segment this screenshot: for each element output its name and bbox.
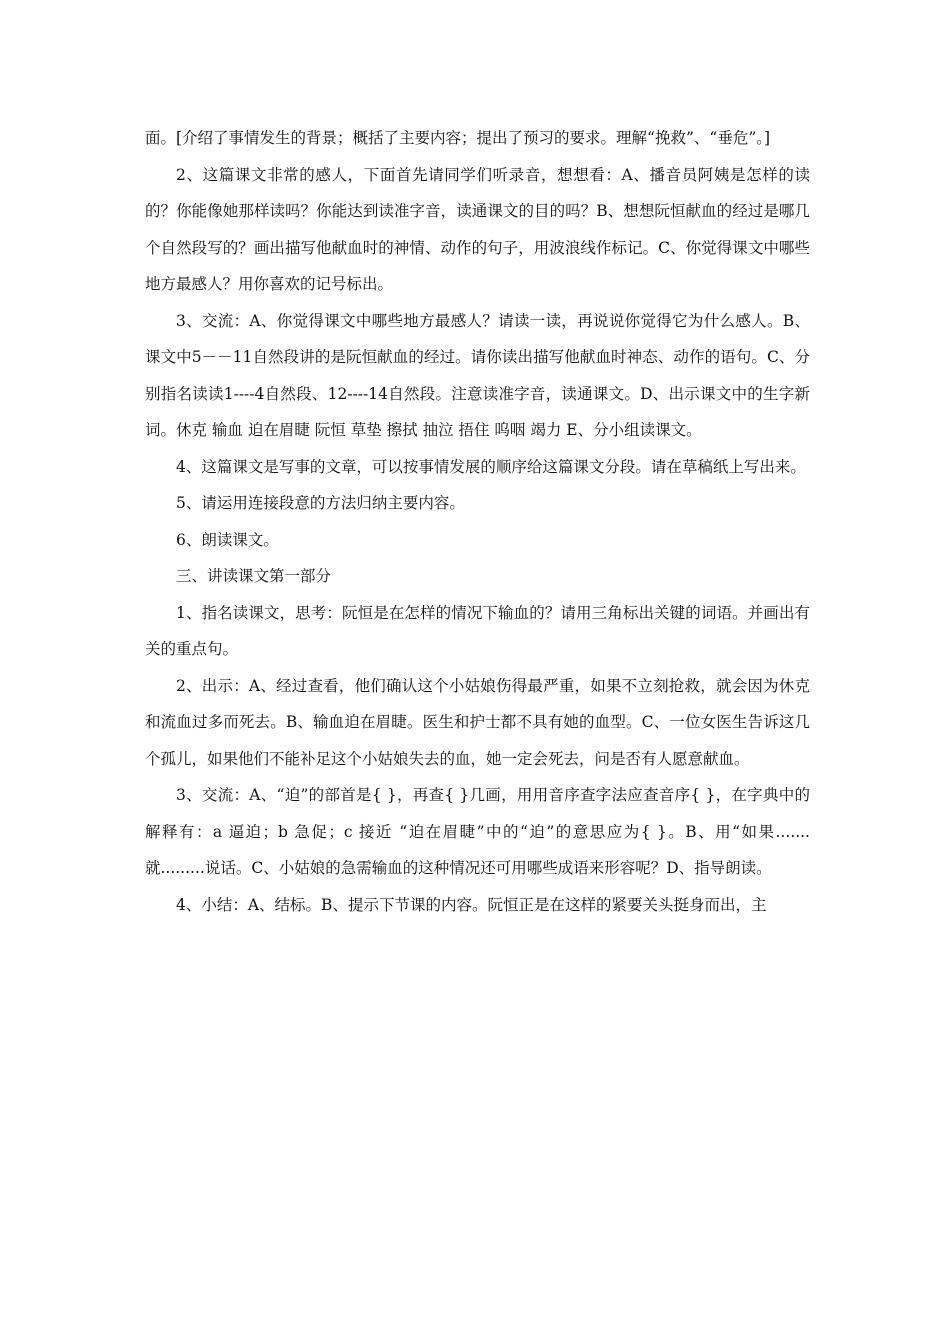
paragraph-step-6-read: 6、朗读课文。: [176, 530, 279, 549]
paragraph-step-5-summary: 5、请运用连接段意的方法归纳主要内容。: [176, 494, 465, 512]
paragraph-step-2-listen: 2、这篇课文非常的感人，下面首先请同学们听录音，想想看：A、播音员阿姨是怎样的读的？你能像她那样读吗？你能达到读准字音，读通课文的目的吗？B、想想阮恒献血的经过是哪几个自然段写的？画出描写他献血时的神情、动作的句子，用波浪线作标记。C、你觉得课文中哪些地方最感人？用你喜欢的记号标出。: [145, 165, 810, 293]
paragraph-step-4-sections: 4、这篇课文是写事的文章，可以按事情发展的顺序给这篇课文分段。请在草稿纸上写出来。: [176, 457, 806, 476]
paragraph-part1-step-3: 3、交流：A、“迫”的部首是{ }，再查{ }几画，用用音序查字法应查音序{ }，在字典中的解释有：a 逼迫；b 急促；c 接近 “迫在眉睫”中的“迫”的意思应为{ }。B、用“如果.......就.........说话。C、小姑娘的急需输血的这种情况还可用哪些成语来形容呢？D、指导朗读。: [145, 786, 810, 877]
paragraph-part1-step-4: 4、小结：A、结标。B、提示下节课的内容。阮恒正是在这样的紧要关头挺身而出，主: [176, 895, 767, 914]
paragraph-part1-step-2: 2、出示：A、经过查看，他们确认这个小姑娘伤得最严重，如果不立刻抢救，就会因为休克和流血过多而死去。B、输血迫在眉睫。医生和护士都不具有她的血型。C、一位女医生告诉这几个孤儿，如果他们不能补足这个小姑娘失去的血，她一定会死去，问是否有人愿意献血。: [145, 676, 810, 768]
paragraph-step-3-exchange: 3、交流：A、你觉得课文中哪些地方最感人？请读一读，再说说你觉得它为什么感人。B、课文中5－－11自然段讲的是阮恒献血的经过。请你读出描写他献血时神态、动作的语句。C、分别指名读读1----4自然段、12----14自然段。注意读准字音，读通课文。D、出示课文中的生字新词。休克 输血 迫在眉睫 阮恒 草垫 擦拭 抽泣 捂住 呜咽 竭力 E、分小组读课文。: [145, 311, 810, 439]
document-body: [145, 120, 810, 923]
paragraph-continuation: 面。[介绍了事情发生的背景；概括了主要内容；提出了预习的要求。理解“挽救”、“垂危”。]: [145, 129, 771, 147]
section-heading-part-one: 三、讲读课文第一部分: [176, 567, 332, 585]
paragraph-part1-step-1: 1、指名读课文，思考：阮恒是在怎样的情况下输血的？请用三角标出关键的词语。并画出有关的重点句。: [145, 603, 810, 658]
